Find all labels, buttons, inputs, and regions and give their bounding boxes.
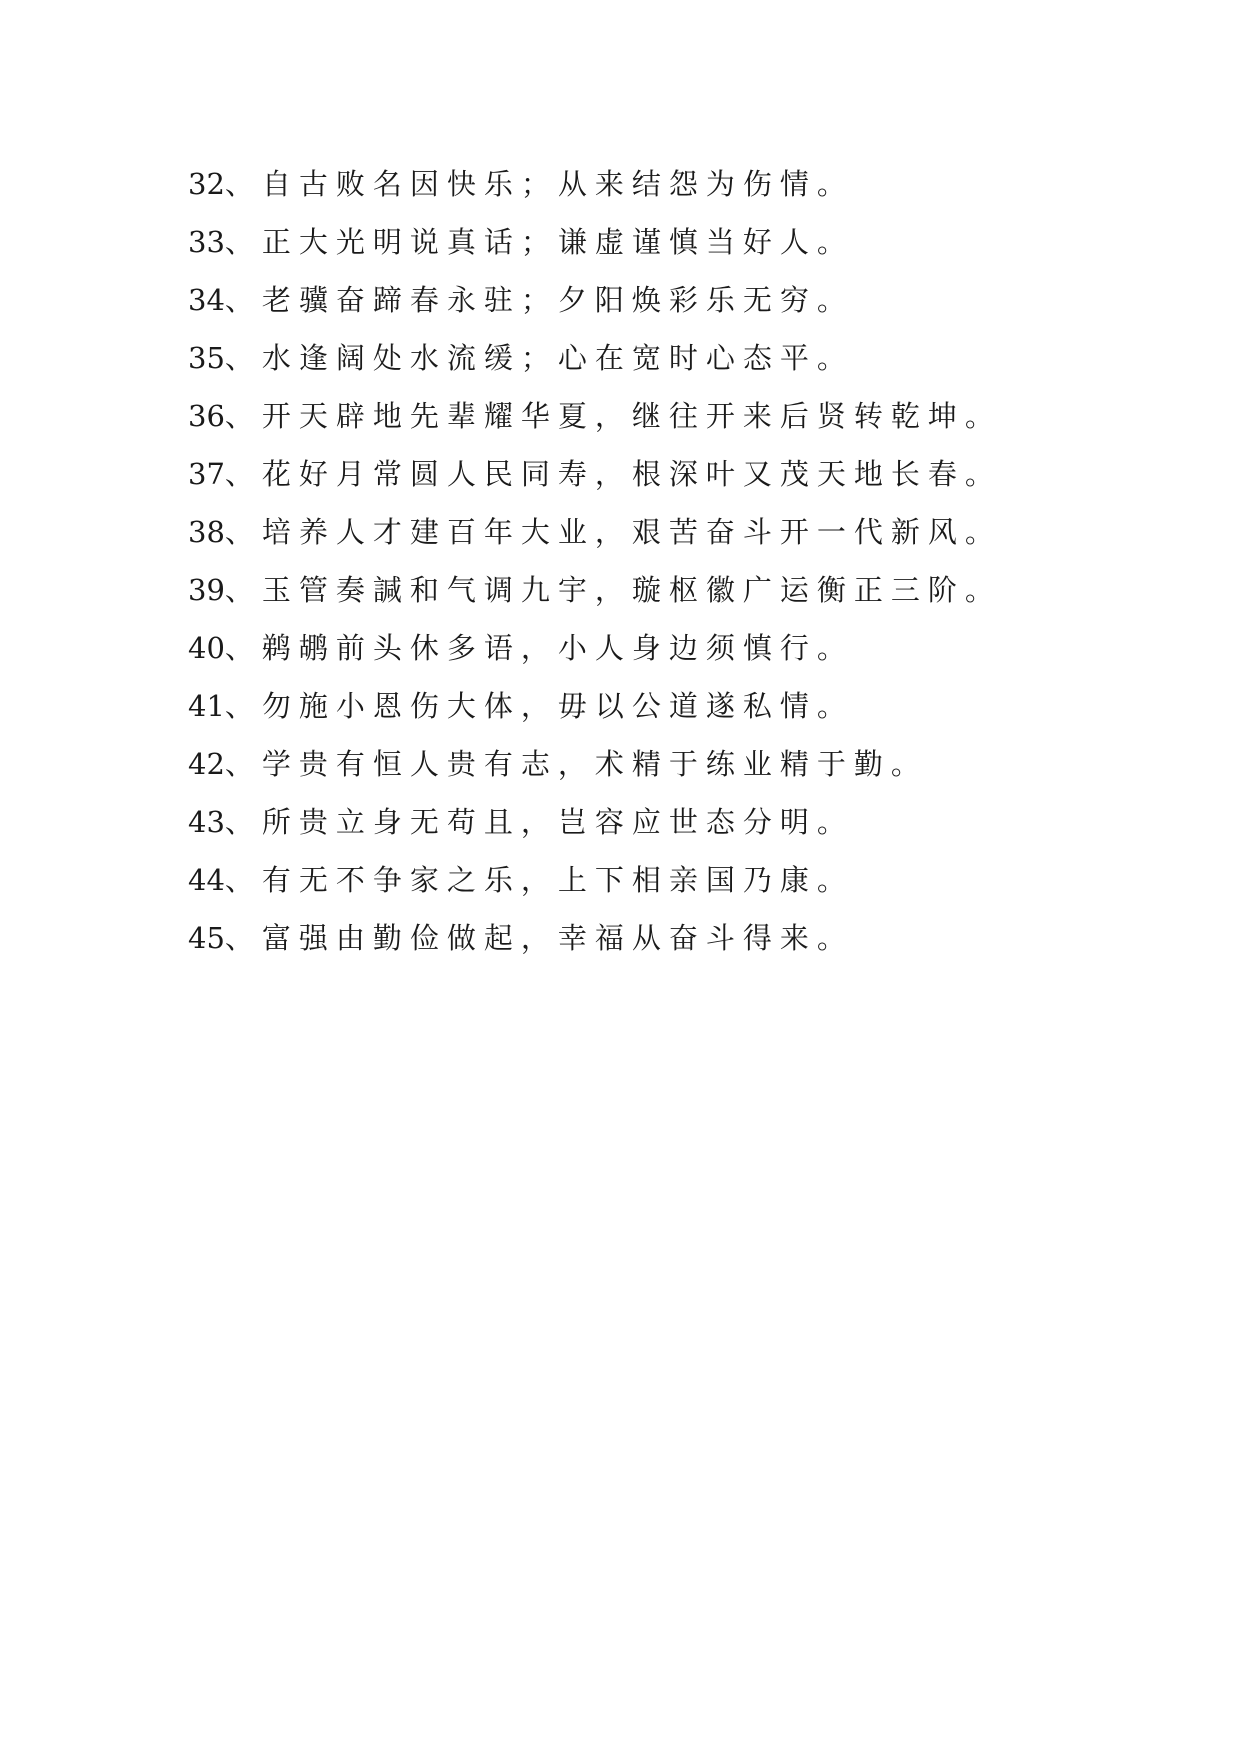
line-number: 42 (188, 747, 225, 781)
line-text: 勿施小恩伤大体，毋以公道遂私情。 (261, 689, 854, 723)
line-number: 32 (188, 167, 225, 201)
line-separator: 、 (224, 921, 262, 955)
line-text: 所贵立身无苟且，岂容应世态分明。 (261, 805, 854, 839)
line-number: 41 (188, 689, 225, 723)
line-separator: 、 (224, 283, 262, 317)
line-number: 39 (188, 573, 225, 607)
line-separator: 、 (224, 631, 262, 665)
line-text: 自古败名因快乐；从来结怨为伤情。 (261, 167, 854, 201)
line-text: 培养人才建百年大业，艰苦奋斗开一代新风。 (261, 515, 1002, 549)
list-item (188, 916, 1148, 974)
line-separator: 、 (224, 399, 262, 433)
line-text: 有无不争家之乐，上下相亲国乃康。 (261, 863, 854, 897)
line-separator: 、 (224, 167, 262, 201)
list-item (188, 278, 1148, 336)
line-number: 33 (188, 225, 225, 259)
line-number: 40 (188, 631, 225, 665)
line-text: 学贵有恒人贵有志，术精于练业精于勤。 (261, 747, 928, 781)
line-separator: 、 (224, 457, 262, 491)
list-item (188, 162, 1148, 220)
line-text: 富强由勤俭做起，幸福从奋斗得来。 (261, 921, 854, 955)
line-text: 老骥奋蹄春永驻；夕阳焕彩乐无穷。 (261, 283, 854, 317)
list-item (188, 336, 1148, 394)
line-text: 鹈鹕前头休多语，小人身边须慎行。 (261, 631, 854, 665)
list-item (188, 626, 1148, 684)
line-separator: 、 (224, 515, 262, 549)
line-number: 36 (188, 399, 225, 433)
list-item (188, 452, 1148, 510)
line-number: 35 (188, 341, 225, 375)
line-text: 玉管奏諴和气调九宇，璇枢徽广运衡正三阶。 (261, 573, 1002, 607)
line-separator: 、 (224, 225, 262, 259)
list-item (188, 858, 1148, 916)
list-item (188, 394, 1148, 452)
document-body (188, 162, 1148, 974)
line-text: 花好月常圆人民同寿，根深叶又茂天地长春。 (261, 457, 1002, 491)
line-number: 34 (188, 283, 225, 317)
line-separator: 、 (224, 863, 262, 897)
list-item (188, 510, 1148, 568)
line-number: 37 (188, 457, 225, 491)
line-separator: 、 (224, 341, 262, 375)
line-text: 水逢阔处水流缓；心在宽时心态平。 (261, 341, 854, 375)
line-separator: 、 (224, 747, 262, 781)
line-text: 正大光明说真话；谦虚谨慎当好人。 (261, 225, 854, 259)
line-separator: 、 (224, 805, 262, 839)
line-number: 38 (188, 515, 225, 549)
line-separator: 、 (224, 573, 262, 607)
list-item (188, 742, 1148, 800)
line-number: 44 (188, 863, 225, 897)
list-item (188, 684, 1148, 742)
list-item (188, 568, 1148, 626)
line-number: 45 (188, 921, 225, 955)
list-item (188, 800, 1148, 858)
list-item (188, 220, 1148, 278)
line-number: 43 (188, 805, 225, 839)
line-separator: 、 (224, 689, 262, 723)
line-text: 开天辟地先辈耀华夏，继往开来后贤转乾坤。 (261, 399, 1002, 433)
